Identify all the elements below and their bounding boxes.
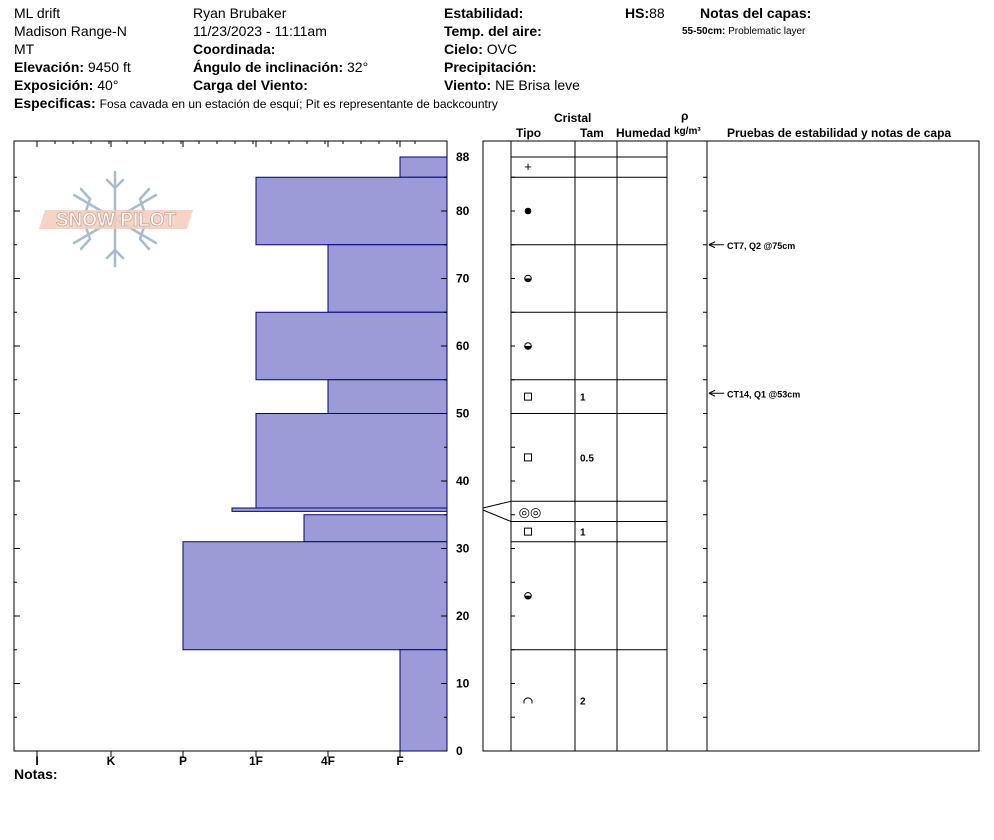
observer: Ryan Brubaker	[193, 5, 287, 21]
layer-notes-label: Notas del capas:	[700, 5, 812, 21]
stability-test-label: CT7, Q2 @75cm	[727, 240, 796, 251]
elevation-label: Elevación:	[14, 59, 85, 75]
surface-hoar-icon: ◎◎	[518, 504, 542, 520]
slope-value: 32°	[347, 59, 369, 75]
hardness-tick-label: 4F	[320, 754, 336, 768]
hardness-bar	[328, 380, 447, 414]
type-header: Tipo	[516, 126, 542, 140]
hardness-bars	[183, 157, 447, 751]
moisture-header: Humedad	[616, 126, 671, 140]
depth-tick-label: 50	[456, 406, 470, 421]
crystal-symbols	[519, 159, 595, 707]
crystal-header: Cristal	[554, 111, 592, 125]
faceted-crystal-icon	[525, 393, 532, 400]
slope-label: Ángulo de inclinación:	[193, 59, 344, 75]
stability-tests	[709, 241, 800, 400]
hardness-bar	[256, 177, 447, 245]
hardness-tick-label: F	[396, 754, 404, 768]
layer-connector	[483, 510, 511, 522]
state: MT	[14, 41, 35, 57]
density-unit-header: kg/m³	[674, 126, 701, 137]
notes-label: Notas:	[14, 766, 58, 782]
logo-text: SNOW PILOT	[55, 210, 177, 231]
specifics-label: Especificas:	[14, 95, 96, 111]
depth-hoar-icon	[524, 698, 532, 704]
datetime: 11/23/2023 - 11:11am	[193, 23, 327, 39]
hs-value: 88	[649, 5, 665, 21]
hardness-bar	[256, 312, 447, 380]
depth-tick-label: 88	[456, 150, 470, 164]
crystal-size: 0.5	[580, 453, 594, 465]
layer-connector	[483, 501, 511, 508]
tests-header: Pruebas de estabilidad y notas de capa	[727, 126, 952, 140]
layer-note-range: 55-50cm:	[682, 26, 726, 37]
elevation-value: 9450 ft	[87, 59, 131, 75]
stability-test-label: CT14, Q1 @53cm	[727, 389, 801, 400]
depth-tick-label: 20	[456, 609, 470, 623]
depth-tick-label: 0	[456, 744, 463, 758]
aspect-value: 40°	[97, 77, 119, 93]
depth-tick-label: 60	[456, 339, 470, 353]
hardness-bar	[400, 650, 447, 751]
rho-header: ρ	[681, 109, 689, 123]
hardness-tick-label: P	[178, 754, 188, 768]
snowpilot-logo	[39, 172, 193, 266]
hardness-bar	[232, 508, 447, 511]
wind-value: NE Brisa leve	[495, 77, 580, 93]
aspect-label: Exposición:	[14, 77, 94, 93]
faceted-crystal-icon	[525, 454, 532, 461]
rounded-grain-icon	[525, 208, 532, 215]
faceted-crystal-icon	[525, 528, 532, 535]
depth-tick-label: 30	[456, 541, 470, 556]
coord-label: Coordinada:	[193, 41, 276, 57]
wind-label: Viento:	[444, 77, 492, 93]
wind-load-label: Carga del Viento:	[193, 77, 308, 93]
layer-table-frame	[483, 141, 979, 751]
specifics-text: Fosa cavada en un estación de esquí; Pit es representante de backcountry	[99, 97, 498, 111]
hardness-tick-label: 1F	[248, 754, 264, 768]
stability-label: Estabilidad:	[444, 5, 524, 21]
crystal-size: 1	[580, 392, 586, 404]
hs-label: HS:	[625, 5, 650, 21]
crystal-size: 1	[580, 527, 586, 539]
hardness-tick-label: I	[35, 754, 39, 768]
depth-tick-label: 80	[456, 204, 470, 218]
hardness-bar	[400, 157, 447, 177]
depth-tick-label: 70	[456, 271, 470, 286]
sky-label: Cielo:	[444, 41, 483, 57]
air-temp-label: Temp. del aire:	[444, 23, 542, 39]
sky-value: OVC	[486, 41, 518, 57]
hardness-bar	[328, 245, 447, 313]
size-header: Tam	[580, 126, 604, 140]
hardness-bar	[183, 542, 447, 650]
new-snow-icon: +	[524, 159, 532, 175]
hardness-bar	[256, 414, 447, 509]
hardness-bar	[304, 515, 447, 542]
hardness-tick-label: K	[106, 754, 116, 768]
crystal-size: 2	[580, 696, 586, 708]
range-name: Madison Range-N	[14, 23, 127, 39]
precip-label: Precipitación:	[444, 59, 537, 75]
depth-tick-label: 10	[456, 676, 470, 691]
layer-note-text: Problematic layer	[728, 26, 806, 37]
pit-name: ML drift	[14, 5, 61, 21]
depth-tick-label: 40	[456, 474, 470, 488]
